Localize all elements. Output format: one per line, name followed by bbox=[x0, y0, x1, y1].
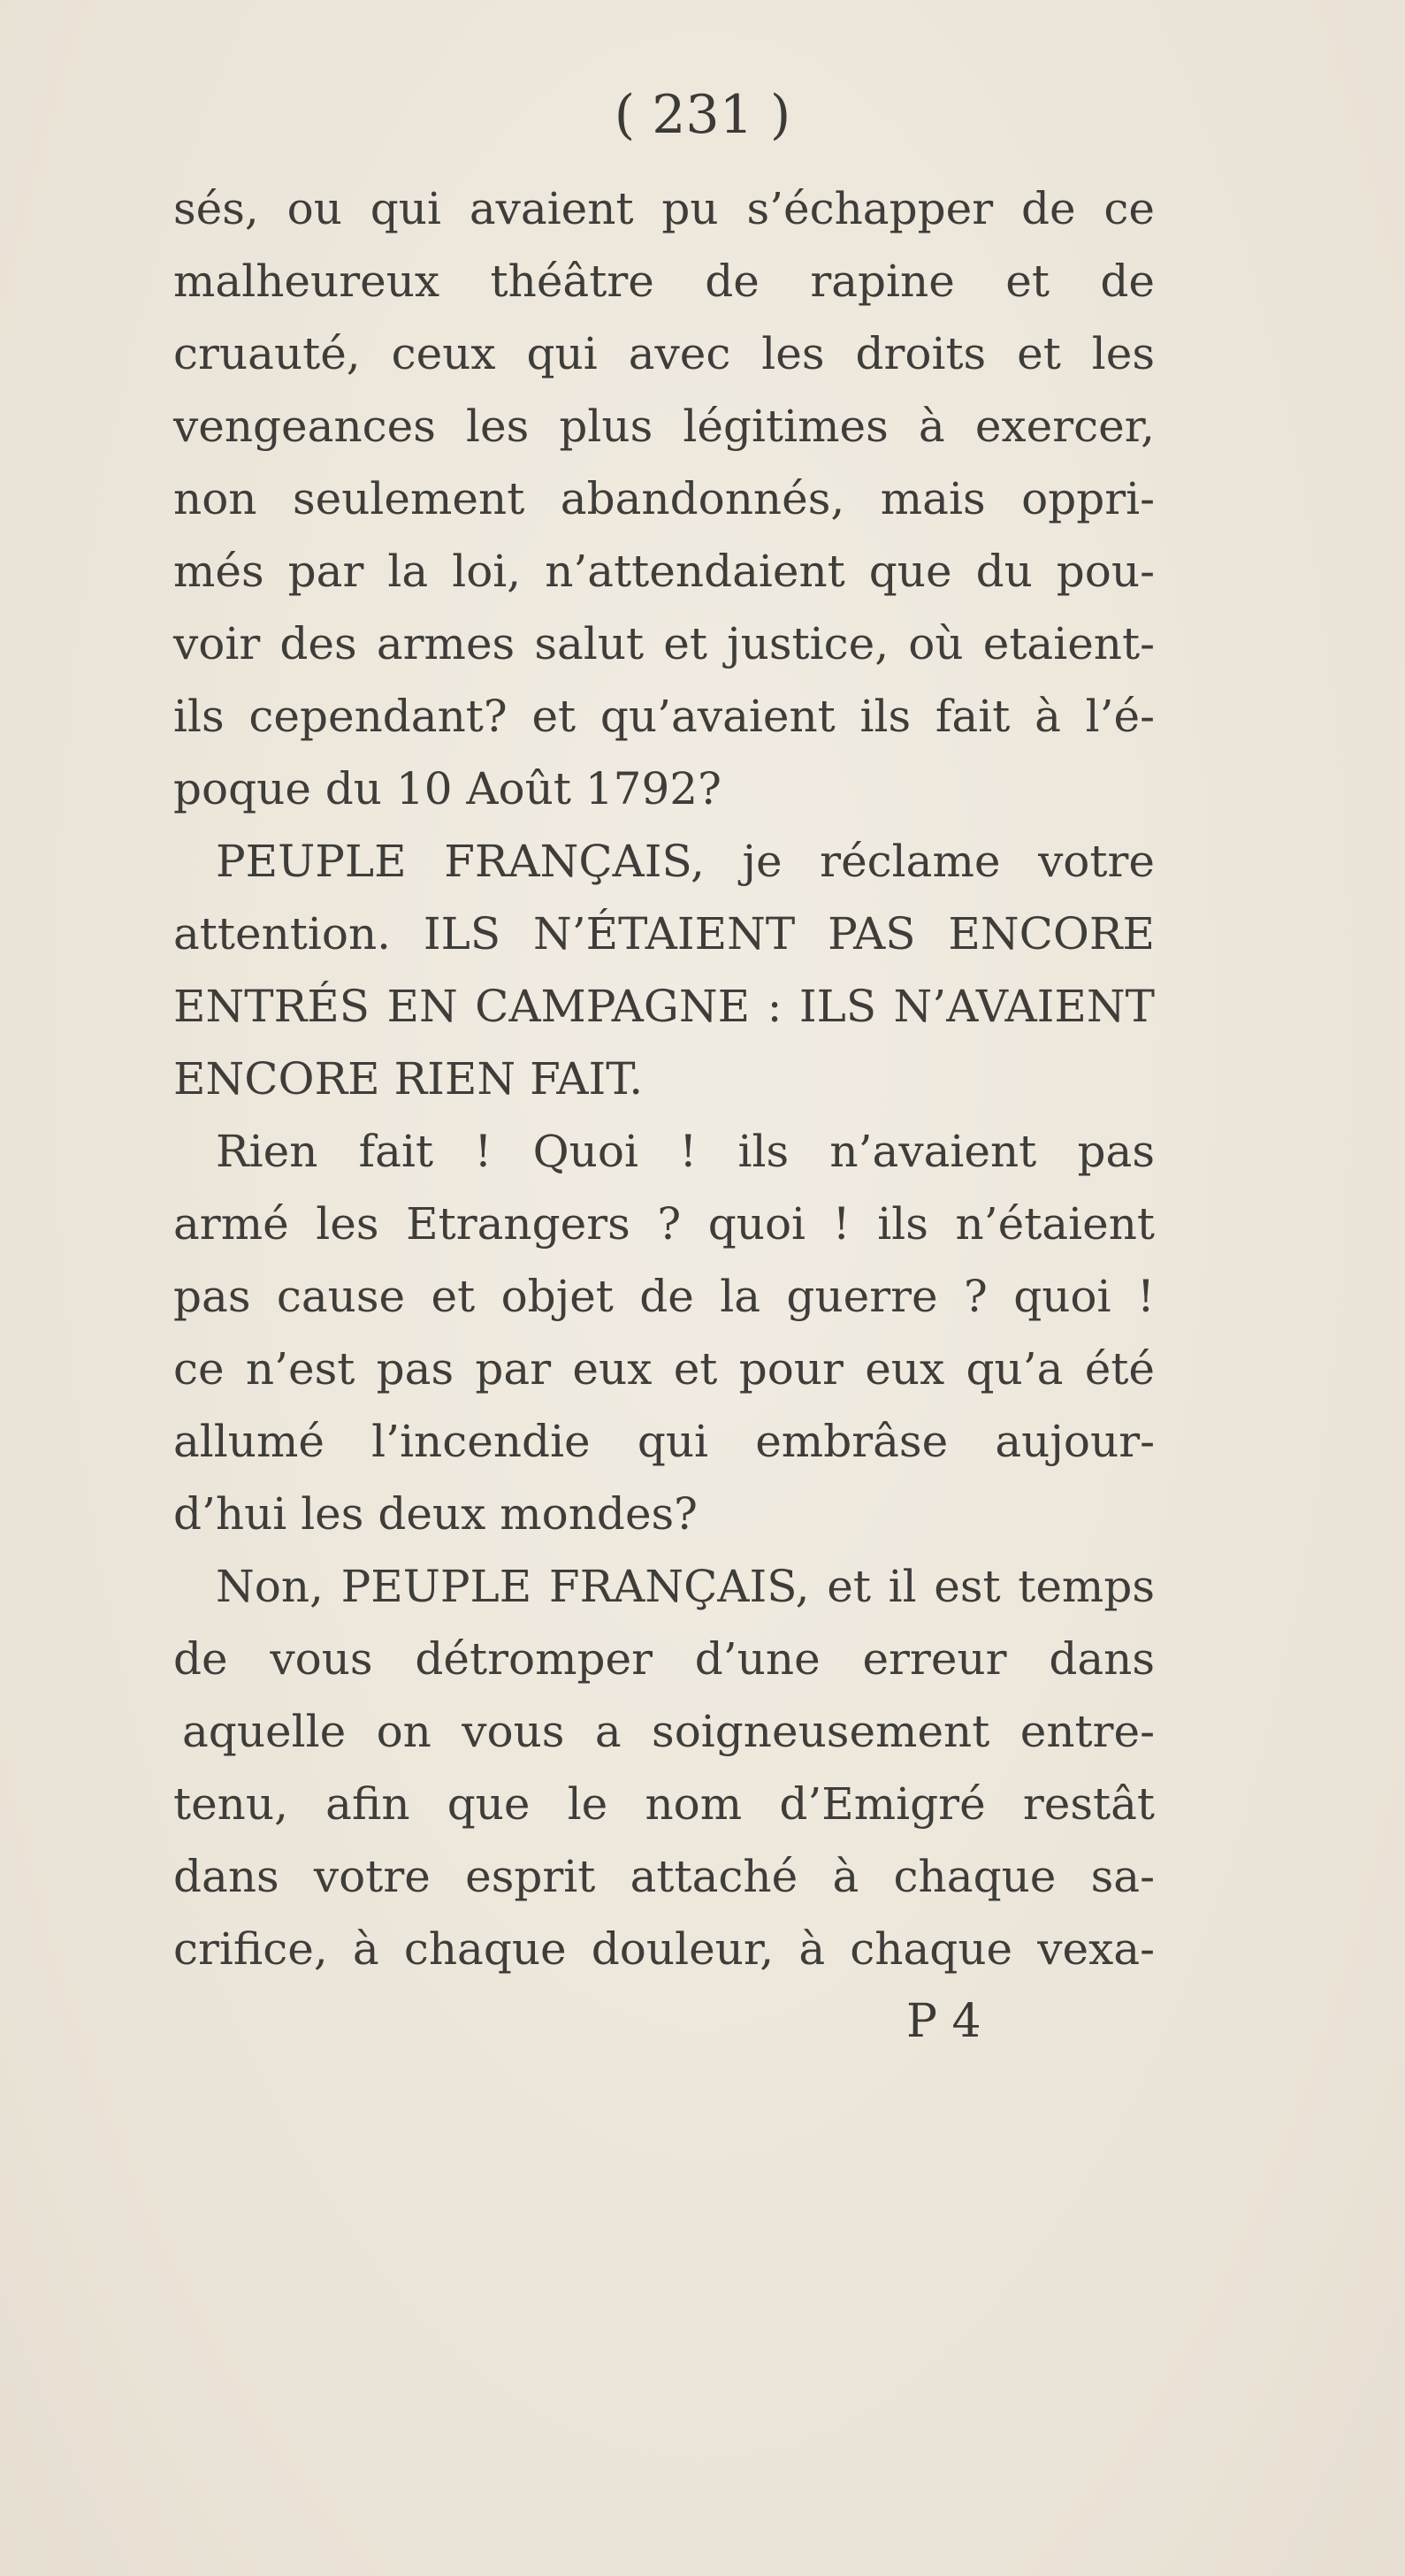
signature-mark: P 4 bbox=[906, 1995, 981, 2048]
text-line: attention. ILS N’ÉTAIENT PAS ENCORE bbox=[173, 908, 1155, 959]
text-line: de vous détromper d’une erreur dans bbox=[173, 1633, 1155, 1685]
text-line: dans votre esprit attaché à chaque sa- bbox=[173, 1851, 1155, 1902]
text-line: més par la loi, n’attendaient que du pou- bbox=[173, 546, 1155, 597]
body-text bbox=[173, 172, 1155, 1985]
text-line: crifice, à chaque douleur, à chaque vexa- bbox=[173, 1923, 1155, 1975]
text-line: allumé l’incendie qui embrâse aujour- bbox=[173, 1416, 1155, 1467]
paragraph-start-line: PEUPLE FRANÇAIS, je réclame votre bbox=[216, 836, 1155, 887]
text-line: non seulement abandonnés, mais oppri- bbox=[173, 473, 1155, 524]
text-line: voir des armes salut et justice, où etaient- bbox=[173, 618, 1155, 669]
text-line: ENCORE RIEN FAIT. bbox=[173, 1053, 644, 1105]
text-line: cruauté, ceux qui avec les droits et les bbox=[173, 328, 1155, 379]
text-line: poque du 10 Août 1792? bbox=[173, 763, 722, 814]
text-line: ils cependant? et qu’avaient ils fait à l’é- bbox=[173, 691, 1155, 742]
text-line: aquelle on vous a soigneusement entre- bbox=[182, 1706, 1155, 1757]
text-line: armé les Etrangers ? quoi ! ils n’étaient bbox=[173, 1198, 1155, 1250]
text-line: pas cause et objet de la guerre ? quoi ! bbox=[173, 1271, 1155, 1322]
text-line: malheureux théâtre de rapine et de bbox=[173, 256, 1155, 307]
text-line: sés, ou qui avaient pu s’échapper de ce bbox=[173, 183, 1155, 234]
paragraph-start-line: Rien fait ! Quoi ! ils n’avaient pas bbox=[216, 1126, 1155, 1177]
text-line: ce n’est pas par eux et pour eux qu’a été bbox=[173, 1343, 1155, 1395]
paragraph-start-line: Non, PEUPLE FRANÇAIS, et il est temps bbox=[216, 1561, 1155, 1612]
text-line: vengeances les plus légitimes à exercer, bbox=[173, 401, 1155, 452]
text-line: tenu, afin que le nom d’Emigré restât bbox=[173, 1778, 1155, 1830]
text-line: ENTRÉS EN CAMPAGNE : ILS N’AVAIENT bbox=[173, 981, 1155, 1032]
page-number: ( 231 ) bbox=[614, 84, 791, 146]
text-line: d’hui les deux mondes? bbox=[173, 1488, 698, 1540]
